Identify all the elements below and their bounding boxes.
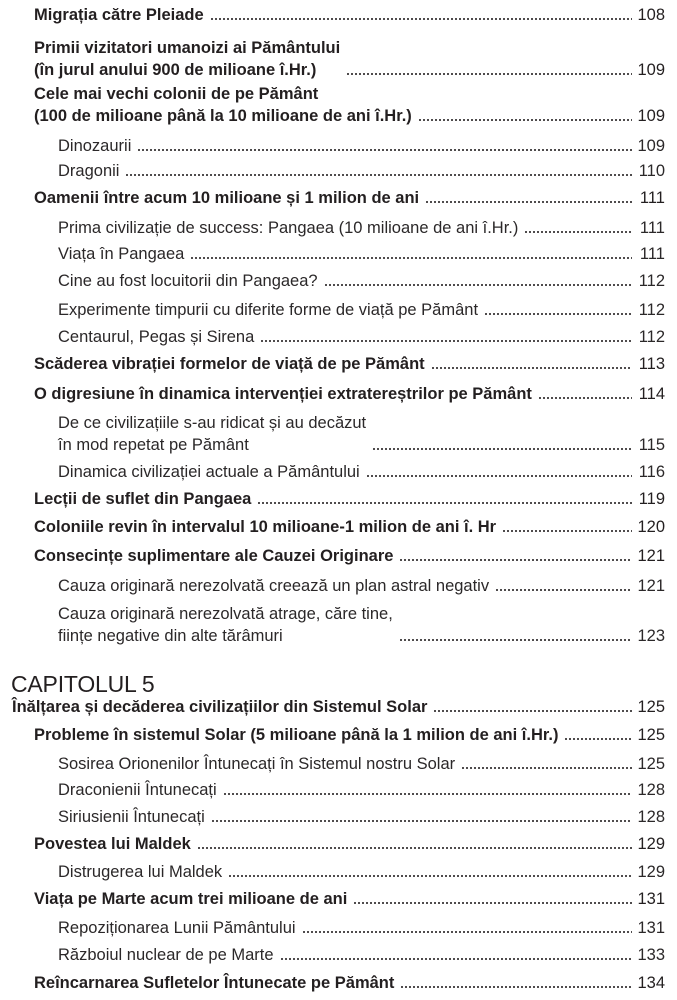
- toc-entry-title-line: Cele mai vechi colonii de pe Pământ: [34, 85, 319, 103]
- toc-entry[interactable]: [58, 944, 665, 966]
- toc-entry[interactable]: [58, 270, 665, 292]
- dot-leader: [538, 397, 632, 399]
- chapter-heading: CAPITOLUL 5: [11, 671, 155, 697]
- toc-entry-title-line: (100 de milioane până la 10 milioane de ani î.Hr.): [34, 107, 412, 125]
- page-number: 133: [637, 946, 665, 964]
- toc-entry-title: [34, 972, 394, 994]
- toc-entry-title-line: Distrugerea lui Maldek: [58, 863, 223, 881]
- toc-entry-title-line: Siriusienii Întunecați: [58, 808, 205, 826]
- page-number: 125: [637, 698, 665, 716]
- toc-entry[interactable]: [58, 861, 665, 883]
- dot-leader: [399, 559, 632, 561]
- toc-entry[interactable]: [34, 4, 665, 26]
- toc-entry-title: [58, 135, 131, 157]
- toc-entry[interactable]: [58, 160, 665, 182]
- toc-entry[interactable]: [34, 488, 665, 510]
- page-number: 120: [637, 518, 665, 536]
- toc-entry-title-line: Dinamica civilizației actuale a Pământului: [58, 463, 360, 481]
- toc-entry-title-line: O digresiune în dinamica intervenției extratereștrilor pe Pământ: [34, 385, 532, 403]
- toc-entry[interactable]: [58, 779, 665, 801]
- toc-entry-title-line: Dinozaurii: [58, 137, 132, 155]
- toc-entry-title: [34, 724, 558, 746]
- dot-leader: [524, 231, 632, 233]
- toc-entry-title: [58, 917, 296, 939]
- page-number: 111: [639, 219, 665, 237]
- dot-leader: [302, 931, 632, 933]
- dot-leader: [197, 847, 632, 849]
- toc-entry-title-line: Oamenii între acum 10 milioane și 1 milion de ani: [34, 189, 420, 207]
- toc-entry-title-line: Dragonii: [58, 162, 120, 180]
- page-number: 115: [638, 436, 665, 454]
- toc-entry-title-line: Primii vizitatori umanoizi ai Pământului: [34, 39, 341, 57]
- toc-entry-title: [58, 575, 489, 597]
- page-number: 131: [637, 890, 665, 908]
- toc-entry-title-line: (în jurul anului 900 de milioane î.Hr.): [34, 61, 317, 79]
- page-number: 110: [638, 162, 665, 180]
- toc-entry-title-line: în mod repetat pe Pământ: [58, 436, 249, 454]
- toc-entry-title: [34, 187, 419, 209]
- toc-entry-title-line: Sosirea Orionenilor Întunecați în Sistemul nostru Solar: [58, 755, 456, 773]
- dot-leader: [400, 986, 632, 988]
- page-number: 129: [637, 835, 665, 853]
- page-number: 121: [637, 577, 665, 595]
- dot-leader: [346, 73, 632, 75]
- toc-entry-title-line: Înălțarea și decăderea civilizațiilor din Sistemul Solar: [12, 698, 428, 716]
- page-number: 121: [637, 547, 665, 565]
- toc-entry[interactable]: [58, 461, 665, 483]
- page-number: 128: [637, 808, 665, 826]
- toc-entry[interactable]: [34, 888, 665, 910]
- toc-entry[interactable]: [58, 217, 665, 239]
- dot-leader: [495, 589, 632, 591]
- page-number: 112: [638, 328, 665, 346]
- toc-entry-title: [34, 516, 496, 538]
- dot-leader: [280, 958, 632, 960]
- toc-entry-title-line: Migrația către Pleiade: [34, 6, 204, 24]
- page-number: 109: [637, 107, 665, 125]
- toc-entry-title: [58, 160, 119, 182]
- toc-entry-title: [34, 888, 347, 910]
- toc-entry-title: [34, 4, 204, 26]
- toc-entry-title-line: Consecințe suplimentare ale Cauzei Originare: [34, 547, 394, 565]
- page-number: 109: [637, 137, 665, 155]
- dot-leader: [433, 710, 632, 712]
- page-number: 112: [638, 301, 665, 319]
- dot-leader: [211, 820, 632, 822]
- page-number: 111: [639, 189, 665, 207]
- toc-entry-title: [58, 806, 205, 828]
- toc-entry-title-line: Viața pe Marte acum trei milioane de ani: [34, 890, 348, 908]
- toc-entry[interactable]: [34, 724, 665, 746]
- toc-entry-title: [34, 83, 412, 127]
- toc-entry-title: [34, 37, 340, 81]
- toc-entry-title: [58, 217, 518, 239]
- dot-leader: [431, 367, 632, 369]
- toc-entry-title-line: Războiul nuclear de pe Marte: [58, 946, 274, 964]
- toc-entry-title: [34, 353, 425, 375]
- page-number: 125: [637, 755, 665, 773]
- toc-entry-title: [34, 833, 191, 855]
- toc-entry[interactable]: [34, 545, 665, 567]
- toc-entry[interactable]: [58, 917, 665, 939]
- toc-entry-title-line: Cine au fost locuitorii din Pangaea?: [58, 272, 318, 290]
- dot-leader: [484, 313, 632, 315]
- dot-leader: [399, 639, 632, 641]
- dot-leader: [223, 793, 632, 795]
- page-number: 129: [637, 863, 665, 881]
- page-number: 113: [638, 355, 665, 373]
- toc-entry-title: [12, 696, 427, 718]
- page-number: 108: [637, 6, 665, 24]
- toc-entry[interactable]: [58, 603, 665, 647]
- toc-entry-title: [58, 779, 217, 801]
- dot-leader: [228, 875, 632, 877]
- dot-leader: [257, 502, 632, 504]
- page-number: 111: [639, 245, 665, 263]
- toc-entry-title: [34, 383, 532, 405]
- toc-entry[interactable]: [34, 833, 665, 855]
- toc-entry[interactable]: [58, 135, 665, 157]
- page-number: 128: [637, 781, 665, 799]
- dot-leader: [324, 284, 632, 286]
- toc-entry-title: [58, 299, 478, 321]
- toc-entry[interactable]: [58, 243, 665, 265]
- dot-leader: [418, 119, 632, 121]
- toc-entry-title-line: Scăderea vibrației formelor de viață de pe Pământ: [34, 355, 425, 373]
- toc-entry-title: [58, 326, 254, 348]
- toc-entry[interactable]: [12, 696, 665, 718]
- dot-leader: [260, 340, 632, 342]
- toc-entry-title: [34, 545, 393, 567]
- page-number: 134: [637, 974, 665, 992]
- toc-entry-title-line: ființe negative din alte tărâmuri: [58, 627, 283, 645]
- toc-entry[interactable]: [34, 37, 665, 81]
- toc-entry-title-line: Draconienii Întunecați: [58, 781, 217, 799]
- page-number: 125: [637, 726, 665, 744]
- page-number: 112: [638, 272, 665, 290]
- toc-entry-title: [58, 270, 318, 292]
- toc-entry[interactable]: [58, 326, 665, 348]
- page-number: 109: [637, 61, 665, 79]
- toc-entry-title-line: Experimente timpurii cu diferite forme de viață pe Pământ: [58, 301, 479, 319]
- toc-entry[interactable]: [58, 753, 665, 775]
- toc-entry[interactable]: [58, 575, 665, 597]
- toc-entry[interactable]: [34, 353, 665, 375]
- dot-leader: [461, 767, 632, 769]
- toc-entry[interactable]: [58, 412, 665, 456]
- toc-entry[interactable]: [58, 299, 665, 321]
- toc-entry-title: [58, 861, 222, 883]
- toc-entry-title: [58, 243, 184, 265]
- toc-entry-title: [58, 944, 274, 966]
- dot-leader: [502, 530, 632, 532]
- dot-leader: [137, 149, 632, 151]
- toc-entry-title-line: Povestea lui Maldek: [34, 835, 191, 853]
- toc-entry-title-line: Probleme în sistemul Solar (5 milioane până la 1 milion de ani î.Hr.): [34, 726, 559, 744]
- toc-entry-title-line: Prima civilizație de success: Pangaea (10 milioane de ani î.Hr.): [58, 219, 519, 237]
- toc-entry-title: [58, 753, 455, 775]
- dot-leader: [125, 174, 632, 176]
- dot-leader: [425, 201, 632, 203]
- toc-entry-title: [58, 412, 366, 456]
- toc-entry[interactable]: [34, 516, 665, 538]
- page-number: 123: [637, 627, 665, 645]
- toc-entry-title-line: Cauza originară nerezolvată atrage, căre tine,: [58, 605, 393, 623]
- toc-entry-title-line: Coloniile revin în intervalul 10 milioane-1 milion de ani î. Hr: [34, 518, 497, 536]
- dot-leader: [372, 448, 632, 450]
- page-number: 119: [638, 490, 665, 508]
- toc-entry-title-line: Repoziționarea Lunii Pământului: [58, 919, 296, 937]
- dot-leader: [210, 18, 632, 20]
- toc-entry-title-line: De ce civilizațiile s-au ridicat și au decăzut: [58, 414, 367, 432]
- toc-entry-title-line: Cauza originară nerezolvată creează un plan astral negativ: [58, 577, 490, 595]
- toc-entry-title-line: Centaurul, Pegas și Sirena: [58, 328, 255, 346]
- page-number: 114: [638, 385, 665, 403]
- toc-entry[interactable]: [58, 806, 665, 828]
- toc-entry[interactable]: [34, 187, 665, 209]
- dot-leader: [366, 475, 632, 477]
- toc-entry[interactable]: [34, 972, 665, 994]
- toc-entry-title: [58, 461, 360, 483]
- toc-entry-title-line: Viața în Pangaea: [58, 245, 185, 263]
- toc-entry-title-line: Lecții de suflet din Pangaea: [34, 490, 252, 508]
- page-number: 131: [637, 919, 665, 937]
- toc-entry[interactable]: [34, 83, 665, 127]
- toc-entry-title: [34, 488, 251, 510]
- toc-entry[interactable]: [34, 383, 665, 405]
- dot-leader: [190, 257, 632, 259]
- toc-entry-title-line: Reîncarnarea Sufletelor Întunecate pe Pământ: [34, 974, 395, 992]
- dot-leader: [564, 738, 632, 740]
- toc-entry-title: [58, 603, 393, 647]
- page-number: 116: [638, 463, 665, 481]
- dot-leader: [353, 902, 632, 904]
